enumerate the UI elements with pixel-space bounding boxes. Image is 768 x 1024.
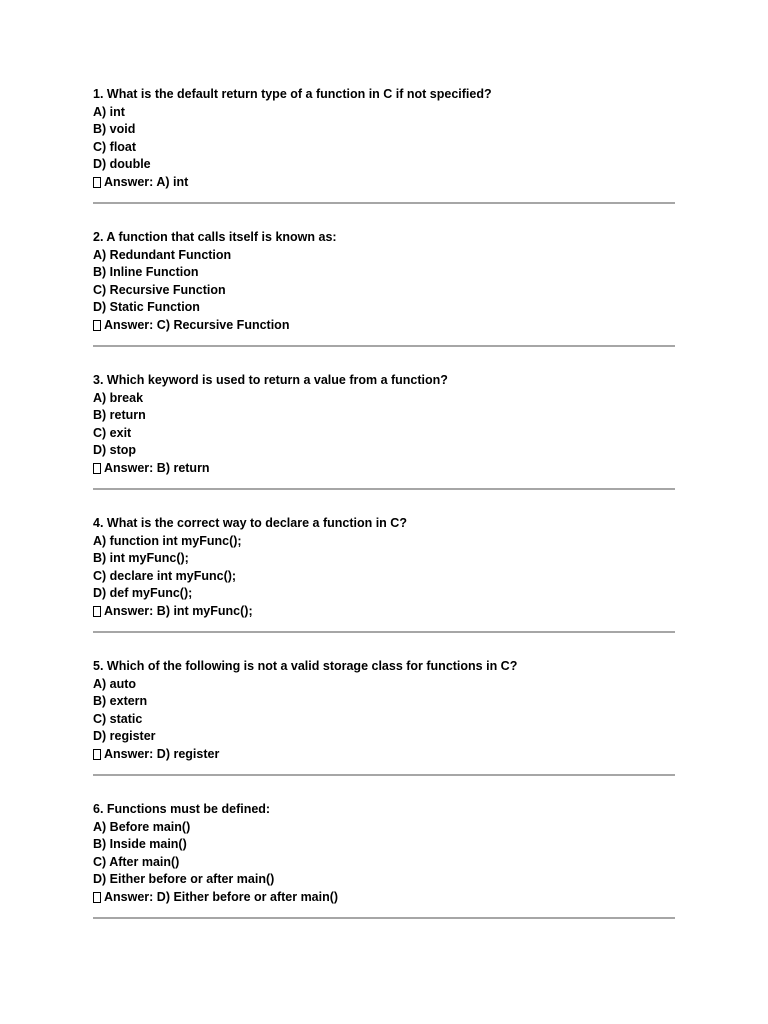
quiz-document bbox=[93, 86, 675, 944]
option-c: C) declare int myFunc(); bbox=[93, 568, 237, 583]
question-block bbox=[93, 801, 675, 944]
answer-text: Answer: C) Recursive Function bbox=[104, 317, 290, 332]
question-prompt: 6. Functions must be defined: bbox=[93, 802, 271, 816]
check-icon bbox=[93, 463, 101, 474]
question-prompt: 5. Which of the following is not a valid storage class for functions in C? bbox=[93, 659, 518, 673]
question-prompt: 2. A function that calls itself is known as: bbox=[93, 230, 337, 244]
option-b: B) void bbox=[93, 122, 136, 137]
option-d: D) Static Function bbox=[93, 300, 200, 315]
option-a: A) Redundant Function bbox=[93, 247, 232, 262]
question-block bbox=[93, 372, 675, 515]
option-b: B) int myFunc(); bbox=[93, 551, 189, 566]
answer-line bbox=[93, 174, 675, 192]
option-d: D) Either before or after main() bbox=[93, 872, 275, 887]
answer-text: Answer: D) register bbox=[104, 746, 220, 761]
divider bbox=[93, 345, 675, 347]
option-b: B) extern bbox=[93, 694, 148, 709]
question-block bbox=[93, 229, 675, 372]
answer-text: Answer: D) Either before or after main() bbox=[104, 889, 339, 904]
question-block bbox=[93, 658, 675, 801]
option-b: B) Inline Function bbox=[93, 265, 199, 280]
check-icon bbox=[93, 320, 101, 331]
question-block bbox=[93, 515, 675, 658]
option-a: A) auto bbox=[93, 676, 137, 691]
option-c: C) float bbox=[93, 139, 137, 154]
option-d: D) register bbox=[93, 729, 156, 744]
answer-text: Answer: B) return bbox=[104, 460, 210, 475]
divider bbox=[93, 774, 675, 776]
question-prompt: 4. What is the correct way to declare a function in C? bbox=[93, 516, 407, 530]
answer-line bbox=[93, 889, 675, 907]
option-a: A) Before main() bbox=[93, 819, 191, 834]
option-b: B) return bbox=[93, 408, 146, 423]
answer-line bbox=[93, 317, 675, 335]
option-a: A) break bbox=[93, 390, 144, 405]
answer-text: Answer: A) int bbox=[104, 174, 189, 189]
option-d: D) double bbox=[93, 157, 151, 172]
answer-line bbox=[93, 603, 675, 621]
option-c: C) static bbox=[93, 711, 143, 726]
answer-line bbox=[93, 460, 675, 478]
divider bbox=[93, 631, 675, 633]
option-a: A) function int myFunc(); bbox=[93, 533, 242, 548]
check-icon bbox=[93, 606, 101, 617]
check-icon bbox=[93, 892, 101, 903]
divider bbox=[93, 202, 675, 204]
option-a: A) int bbox=[93, 104, 125, 119]
option-d: D) def myFunc(); bbox=[93, 586, 193, 601]
check-icon bbox=[93, 177, 101, 188]
answer-text: Answer: B) int myFunc(); bbox=[104, 603, 253, 618]
divider bbox=[93, 488, 675, 490]
option-c: C) exit bbox=[93, 425, 132, 440]
check-icon bbox=[93, 749, 101, 760]
option-d: D) stop bbox=[93, 443, 137, 458]
question-block bbox=[93, 86, 675, 229]
option-b: B) Inside main() bbox=[93, 837, 187, 852]
option-c: C) After main() bbox=[93, 854, 180, 869]
divider bbox=[93, 917, 675, 919]
answer-line bbox=[93, 746, 675, 764]
option-c: C) Recursive Function bbox=[93, 282, 226, 297]
question-prompt: 3. Which keyword is used to return a value from a function? bbox=[93, 373, 448, 387]
question-prompt: 1. What is the default return type of a function in C if not specified? bbox=[93, 87, 492, 101]
